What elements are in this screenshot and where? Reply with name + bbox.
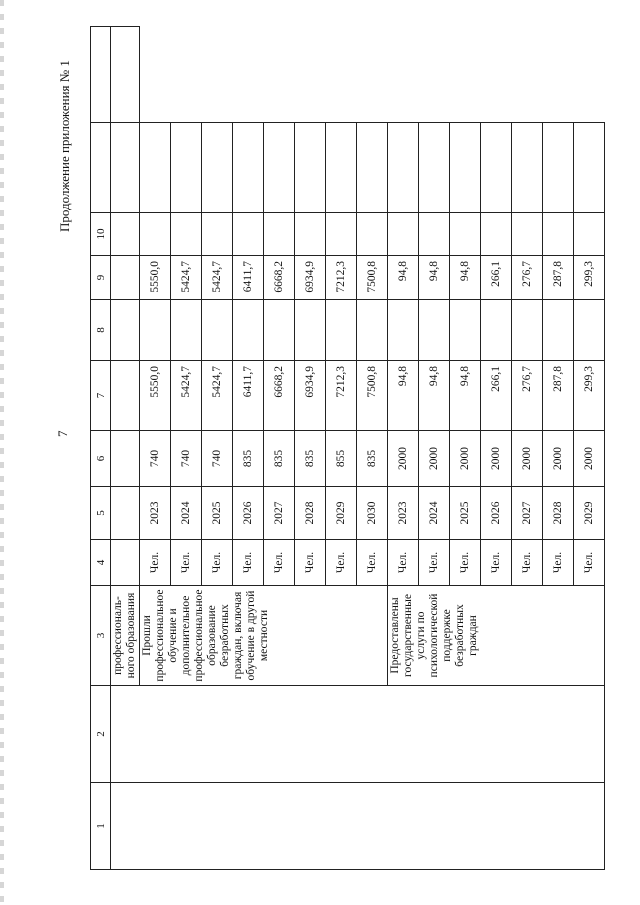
cell-unit: Чел.: [264, 540, 295, 586]
cell-empty: [264, 123, 295, 213]
cell-year: 2026: [233, 487, 264, 540]
cell-v5: 835: [233, 431, 264, 487]
cell-v7: [264, 300, 295, 361]
cell-empty: [233, 213, 264, 256]
cell-v6: 7500,8: [357, 361, 388, 431]
cell-empty: [326, 123, 357, 213]
cell-unit: Чел.: [419, 540, 450, 586]
cell-v7: [450, 300, 481, 361]
header-cell: 6: [91, 431, 111, 487]
cell-unit: Чел.: [326, 540, 357, 586]
cell-v5: 2000: [450, 431, 481, 487]
cell-v7: [419, 300, 450, 361]
cell-empty: [574, 123, 605, 213]
cell-unit: Чел.: [202, 540, 233, 586]
cell-empty: [264, 213, 295, 256]
cell-empty: [233, 123, 264, 213]
cell-v7: [202, 300, 233, 361]
cell-v8: 5424,7: [171, 256, 202, 300]
header-cell: 10: [91, 213, 111, 256]
cell-v8: 94,8: [388, 256, 419, 300]
cell-v5: 2000: [388, 431, 419, 487]
cell-empty: [512, 123, 543, 213]
cell-v5: 2000: [419, 431, 450, 487]
cell-v6: 94,8: [419, 361, 450, 431]
cell-year: 2027: [264, 487, 295, 540]
cell-year: 2025: [450, 487, 481, 540]
cell-v6: 5550,0: [140, 361, 171, 431]
cell-v7: [326, 300, 357, 361]
header-cell: 2: [91, 686, 111, 783]
cell-year: 2028: [295, 487, 326, 540]
cell-empty: [388, 213, 419, 256]
header-cell: 5: [91, 487, 111, 540]
cell-v6: 6668,2: [264, 361, 295, 431]
cell-empty: [574, 213, 605, 256]
cell-v6: 5424,7: [202, 361, 233, 431]
cell-empty: [481, 213, 512, 256]
cell-v8: 299,3: [574, 256, 605, 300]
cell-v5: 2000: [574, 431, 605, 487]
cell-v8: 5424,7: [202, 256, 233, 300]
cell-v5: 835: [357, 431, 388, 487]
cell-v8: 94,8: [419, 256, 450, 300]
header-cell: 7: [91, 361, 111, 431]
cell-v6: 287,8: [543, 361, 574, 431]
header-cell: 3: [91, 586, 111, 686]
cell-v7: [481, 300, 512, 361]
cell-v8: 5550,0: [140, 256, 171, 300]
col1-cell: [111, 783, 605, 870]
cell-v6: 6934,9: [295, 361, 326, 431]
cell-v5: 740: [171, 431, 202, 487]
col2-cell: [111, 686, 605, 783]
header-cell: 4: [91, 540, 111, 586]
cell-v6: 94,8: [450, 361, 481, 431]
cell-unit: Чел.: [450, 540, 481, 586]
cell-v6: 276,7: [512, 361, 543, 431]
cell-empty: [357, 213, 388, 256]
cell-v7: [295, 300, 326, 361]
cell-empty: [419, 213, 450, 256]
cell-year: 2023: [140, 487, 171, 540]
cell-year: 2030: [357, 487, 388, 540]
cell-empty: [326, 213, 357, 256]
cell-v6: 266,1: [481, 361, 512, 431]
cell-empty: [295, 123, 326, 213]
cell-year: 2027: [512, 487, 543, 540]
cell-v6: 5424,7: [171, 361, 202, 431]
cell-v5: 740: [140, 431, 171, 487]
cell-unit: Чел.: [481, 540, 512, 586]
cell-v7: [171, 300, 202, 361]
cell-v7: [388, 300, 419, 361]
cell-v5: 2000: [512, 431, 543, 487]
cell-year: 2024: [171, 487, 202, 540]
header-cell: 9: [91, 256, 111, 300]
cell-v8: 287,8: [543, 256, 574, 300]
continuation-label: Продолжение приложения № 1: [57, 60, 72, 232]
header-row: [91, 27, 111, 870]
cell-empty: [450, 213, 481, 256]
cell-empty: [140, 123, 171, 213]
cell-unit: Чел.: [388, 540, 419, 586]
cell-unit: Чел.: [543, 540, 574, 586]
cell-unit: Чел.: [574, 540, 605, 586]
cell-empty: [481, 123, 512, 213]
cell-empty: [202, 123, 233, 213]
cell-empty: [543, 213, 574, 256]
cell-v7: [357, 300, 388, 361]
cell-v6: 94,8: [388, 361, 419, 431]
cell-empty: [450, 123, 481, 213]
cell-empty: [388, 123, 419, 213]
cell-v5: 835: [264, 431, 295, 487]
cell-empty: [171, 123, 202, 213]
cell-v8: 94,8: [450, 256, 481, 300]
header-cell: [91, 27, 111, 123]
cell-empty: [543, 123, 574, 213]
cell-v6: 299,3: [574, 361, 605, 431]
cell-v8: 276,7: [512, 256, 543, 300]
cell-v8: 7212,3: [326, 256, 357, 300]
header-cell: [91, 123, 111, 213]
cell-year: 2025: [202, 487, 233, 540]
cell-v7: [233, 300, 264, 361]
cell-empty: [171, 213, 202, 256]
group0-cell: профессиональ-ного образования: [111, 586, 140, 686]
page-number: 7: [55, 430, 70, 437]
cell-v7: [543, 300, 574, 361]
cell-v7: [140, 300, 171, 361]
cell-empty: [140, 213, 171, 256]
cell-v8: 7500,8: [357, 256, 388, 300]
cell-year: 2029: [326, 487, 357, 540]
cell-empty: [202, 213, 233, 256]
cell-unit: Чел.: [512, 540, 543, 586]
cell-v5: 2000: [481, 431, 512, 487]
cell-v5: 2000: [543, 431, 574, 487]
header-cell: 1: [91, 783, 111, 870]
cell-unit: Чел.: [233, 540, 264, 586]
cell-year: 2028: [543, 487, 574, 540]
header-cell: 8: [91, 300, 111, 361]
cell-unit: Чел.: [140, 540, 171, 586]
cell-v6: 6411,7: [233, 361, 264, 431]
cell-empty: [357, 123, 388, 213]
cell-v8: 266,1: [481, 256, 512, 300]
cell-v5: 855: [326, 431, 357, 487]
group2-cell: Предоставлены государственные услуги по психологической поддержке безработных граждан: [388, 586, 605, 686]
data-table: [90, 26, 605, 870]
cell-unit: Чел.: [171, 540, 202, 586]
cell-year: 2023: [388, 487, 419, 540]
cell-v7: [512, 300, 543, 361]
cell-v6: 7212,3: [326, 361, 357, 431]
cell-year: 2026: [481, 487, 512, 540]
cell-v5: 835: [295, 431, 326, 487]
group1-cell: Прошли профессиональное обучение и дополнительное профессиональное образование безработных граждан, включая обучение в другой местности: [140, 586, 388, 686]
cell-empty: [512, 213, 543, 256]
cell-v8: 6934,9: [295, 256, 326, 300]
cell-empty: [295, 213, 326, 256]
cell-v8: 6668,2: [264, 256, 295, 300]
cell-unit: Чел.: [357, 540, 388, 586]
cell-unit: Чел.: [295, 540, 326, 586]
cell-v8: 6411,7: [233, 256, 264, 300]
cell-year: 2024: [419, 487, 450, 540]
table-row: [111, 27, 140, 870]
cell-v7: [574, 300, 605, 361]
cell-empty: [419, 123, 450, 213]
cell-v5: 740: [202, 431, 233, 487]
cell-year: 2029: [574, 487, 605, 540]
